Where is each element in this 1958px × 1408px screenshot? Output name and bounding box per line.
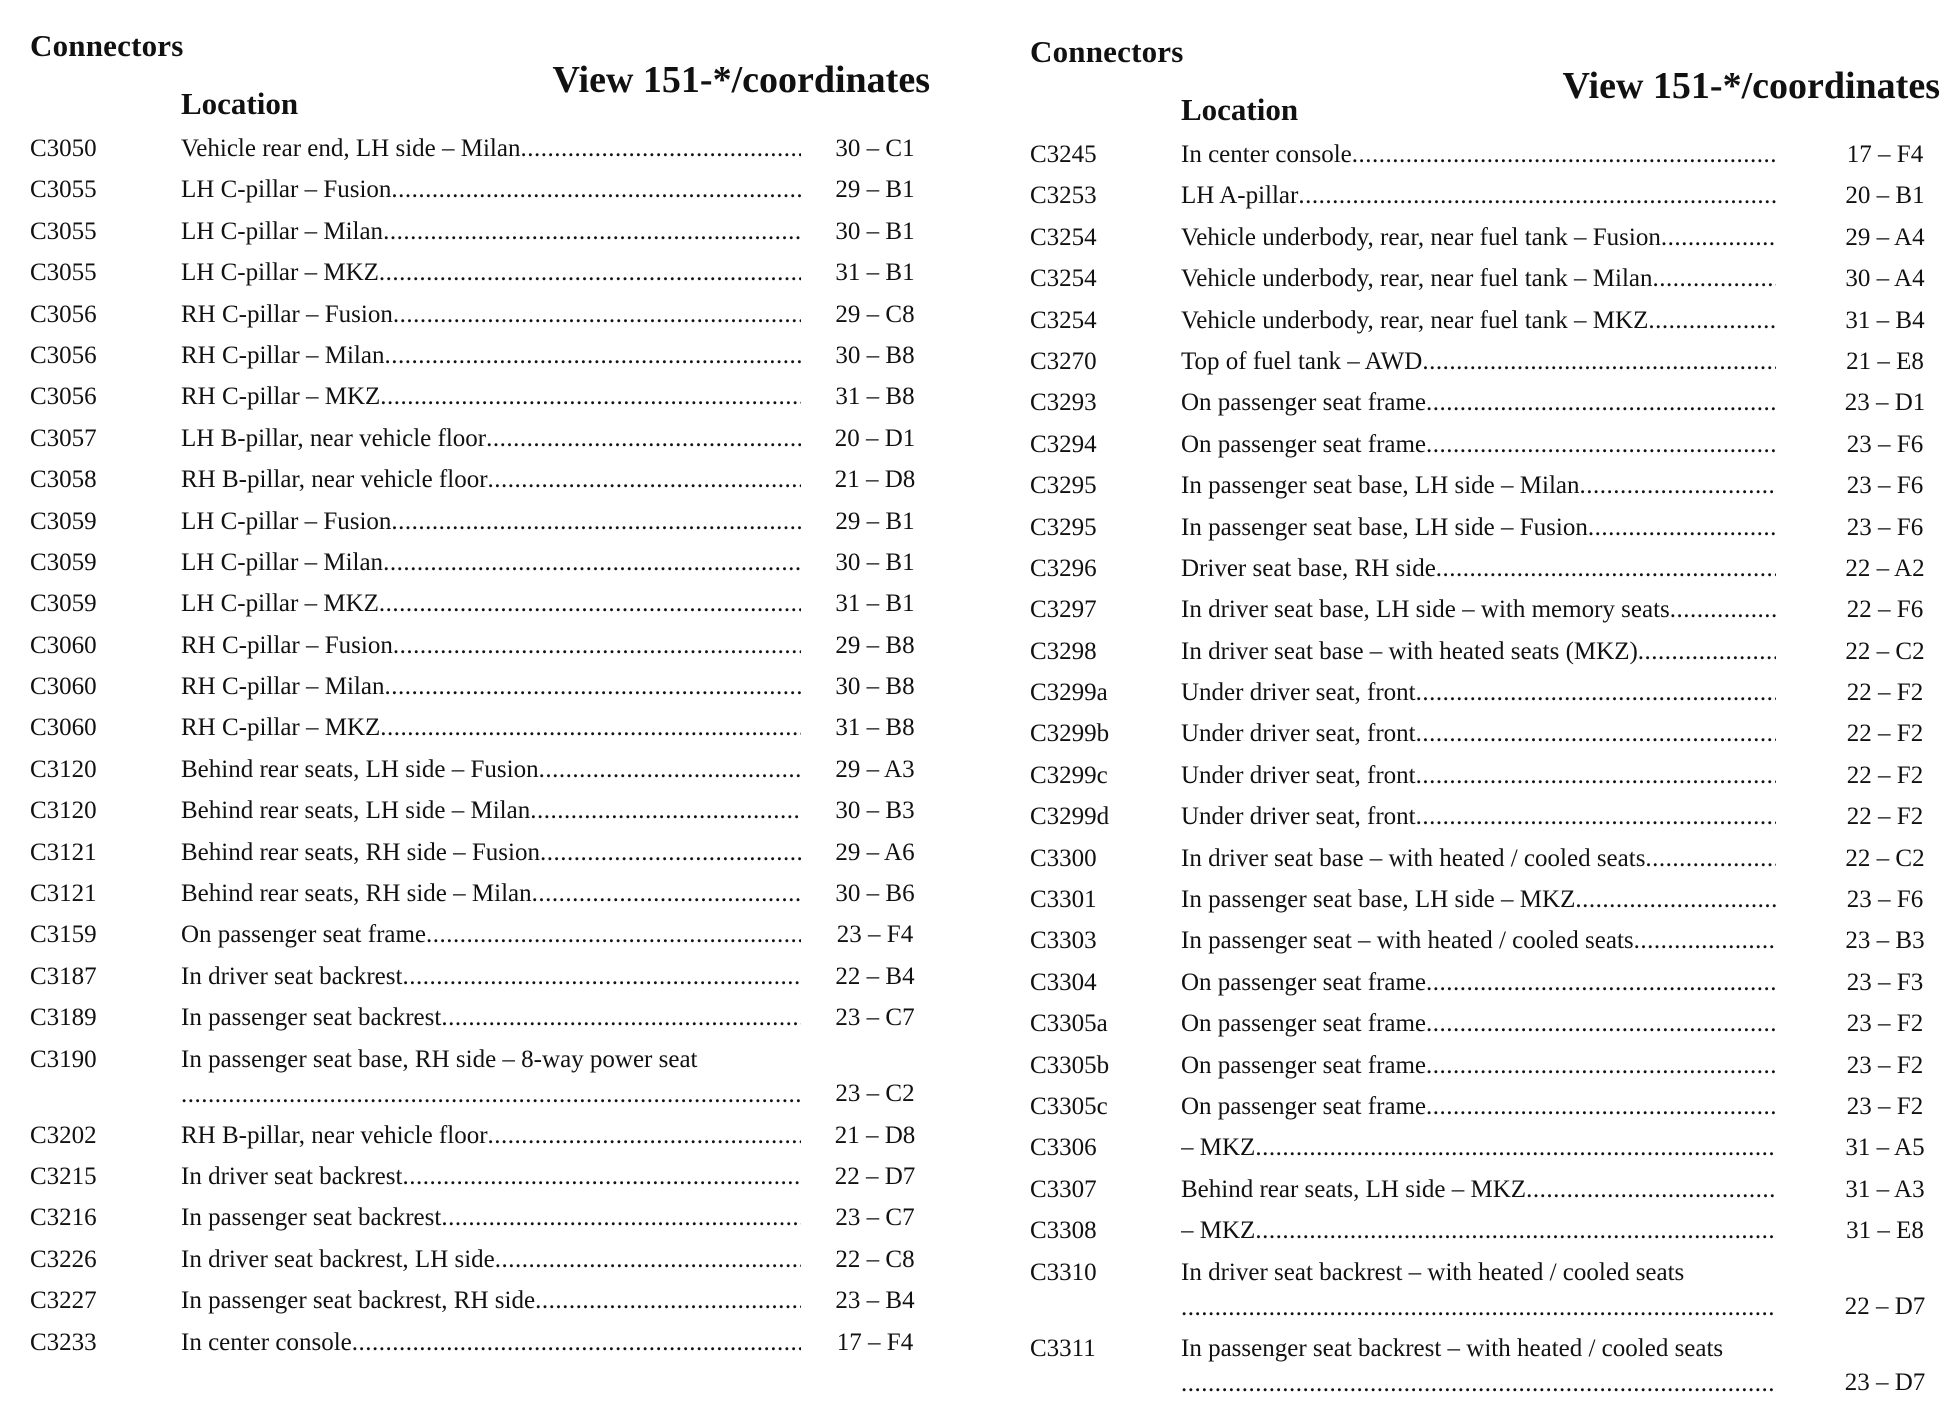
connector-row: [1030, 1169, 1940, 1210]
view-coordinate: 23 – F4: [836, 921, 914, 949]
connector-row: [1030, 672, 1940, 713]
view-coordinate: 23 – F6: [1846, 513, 1924, 541]
view-coordinate: 23 – F2: [1846, 1051, 1924, 1079]
view-coordinate: 31 – B8: [835, 714, 915, 742]
connector-row: [30, 1039, 930, 1115]
connector-code: C3307: [1030, 1175, 1097, 1203]
connector-location: LH C-pillar – Milan .....: [181, 542, 801, 583]
connector-code: C3301: [1030, 886, 1097, 914]
connector-code: C3227: [30, 1287, 97, 1315]
view-coordinate: 22 – D7: [834, 1162, 916, 1190]
connector-location: In passenger seat backrest – with heated / cooled seats: [1181, 1334, 1724, 1362]
connector-location: In passenger seat base, LH side – MKZ .....: [1181, 879, 1776, 920]
view-coordinate: 23 – C7: [835, 1204, 915, 1232]
view-coordinate: 22 – F2: [1846, 720, 1924, 748]
connector-row: [30, 376, 930, 417]
connector-row: [30, 790, 930, 831]
connector-row: [1030, 1252, 1940, 1328]
connector-location: In passenger seat base, RH side – 8-way power seat: [181, 1045, 698, 1073]
connector-code: C3253: [1030, 182, 1097, 210]
connector-row: [1030, 1210, 1940, 1251]
connector-location: Behind rear seats, LH side – Fusion .....: [181, 749, 801, 790]
connector-location: On passenger seat frame .....: [1181, 382, 1776, 423]
connector-row: [1030, 1328, 1940, 1404]
connector-code: C3304: [1030, 968, 1097, 996]
connector-code: C3216: [30, 1204, 97, 1232]
connector-location: On passenger seat frame .....: [1181, 1003, 1776, 1044]
connector-code: C3295: [1030, 513, 1097, 541]
connector-row: [30, 128, 930, 169]
connector-code: C3305c: [1030, 1092, 1108, 1120]
connector-code: C3121: [30, 880, 97, 908]
connector-row: [1030, 175, 1940, 216]
connector-code: C3297: [1030, 596, 1097, 624]
connector-code: C3254: [1030, 265, 1097, 293]
connector-row: [1030, 382, 1940, 423]
view-coordinate: 30 – B6: [835, 880, 915, 908]
connector-location: On passenger seat frame .....: [1181, 424, 1776, 465]
view-coordinate: 31 – B8: [835, 383, 915, 411]
connector-list: [1030, 134, 1940, 1404]
connector-code: C3299b: [1030, 720, 1110, 748]
connector-code: C3202: [30, 1121, 97, 1149]
connector-location: Under driver seat, front .....: [1181, 755, 1776, 796]
connector-location: LH C-pillar – Fusion .....: [181, 169, 801, 210]
connector-location: RH C-pillar – Milan .....: [181, 666, 801, 707]
connector-row: [30, 169, 930, 210]
connector-code: C3120: [30, 755, 97, 783]
connector-row: [1030, 920, 1940, 961]
connector-row: [1030, 755, 1940, 796]
view-coordinate: 30 – B1: [835, 548, 915, 576]
view-coordinate: 22 – F6: [1846, 596, 1924, 624]
leader-dots: [181, 1077, 801, 1113]
connector-row: [30, 956, 930, 997]
connector-row: [30, 997, 930, 1038]
connector-location: Under driver seat, front .....: [1181, 672, 1776, 713]
connector-code: C3295: [1030, 472, 1097, 500]
connector-location: In passenger seat backrest, RH side .....: [181, 1280, 801, 1321]
connector-row: [30, 1115, 930, 1156]
connector-row: [1030, 217, 1940, 258]
connector-row: [1030, 631, 1940, 672]
connector-location: In driver seat backrest .....: [181, 956, 801, 997]
connector-location: RH C-pillar – Fusion .....: [181, 625, 801, 666]
view-coordinate: 29 – B8: [835, 631, 915, 659]
view-coordinate: 30 – B3: [835, 797, 915, 825]
connector-location: Under driver seat, front .....: [1181, 796, 1776, 837]
connector-code: C3056: [30, 341, 97, 369]
view-coordinate: 30 – B8: [835, 341, 915, 369]
connector-location: LH C-pillar – Fusion .....: [181, 501, 801, 542]
view-coordinate: 22 – F2: [1846, 803, 1924, 831]
view-coordinate: 17 – F4: [836, 1328, 914, 1356]
view-coordinate: 29 – B1: [835, 507, 915, 535]
connector-code: C3310: [1030, 1258, 1097, 1286]
connector-code: C3306: [1030, 1134, 1097, 1162]
connector-location: Vehicle rear end, LH side – Milan .....: [181, 128, 801, 169]
section-title: Connectors: [30, 28, 184, 63]
connector-code: C3254: [1030, 306, 1097, 334]
connector-location: Driver seat base, RH side .....: [1181, 548, 1776, 589]
connector-code: C3233: [30, 1328, 97, 1356]
connector-row: [30, 501, 930, 542]
connector-code: C3305a: [1030, 1010, 1108, 1038]
connector-code: C3303: [1030, 927, 1097, 955]
connector-location: RH C-pillar – MKZ .....: [181, 376, 801, 417]
view-coordinate: 31 – B1: [835, 259, 915, 287]
view-coordinate: 22 – B4: [835, 962, 915, 990]
connector-location: In driver seat backrest .....: [181, 1156, 801, 1197]
view-coordinate: 22 – F2: [1846, 679, 1924, 707]
view-coordinate: 22 – C2: [1845, 637, 1925, 665]
view-coordinate: 29 – A3: [835, 755, 915, 783]
connector-code: C3270: [1030, 347, 1097, 375]
connector-code: C3308: [1030, 1217, 1097, 1245]
connector-code: C3300: [1030, 844, 1097, 872]
connector-location: RH C-pillar – Milan .....: [181, 335, 801, 376]
connector-row: [1030, 548, 1940, 589]
connector-code: C3050: [30, 135, 97, 162]
connector-location: Behind rear seats, LH side – MKZ .....: [1181, 1169, 1776, 1210]
view-coordinate: 23 – D7: [1844, 1368, 1926, 1396]
view-coordinate: 31 – A3: [1845, 1175, 1925, 1203]
view-coordinate: 22 – D7: [1844, 1292, 1926, 1320]
connector-location: RH C-pillar – Fusion .....: [181, 294, 801, 335]
leader-dots: [1181, 1290, 1776, 1326]
connector-code: C3120: [30, 797, 97, 825]
view-coordinate: 23 – F6: [1846, 886, 1924, 914]
connector-code: C3121: [30, 838, 97, 866]
connector-code: C3305b: [1030, 1051, 1110, 1079]
view-coordinate: 23 – F2: [1846, 1010, 1924, 1038]
connector-location: In passenger seat base, LH side – Fusion .....: [1181, 507, 1776, 548]
connector-location: LH B-pillar, near vehicle floor .....: [181, 418, 801, 459]
view-coordinate: 23 – B4: [835, 1287, 915, 1315]
connector-location: LH C-pillar – MKZ .....: [181, 252, 801, 293]
connector-row: [1030, 1003, 1940, 1044]
connector-code: C3057: [30, 424, 97, 452]
view-coordinate: 23 – F3: [1846, 968, 1924, 996]
connector-location: Vehicle underbody, rear, near fuel tank – MKZ .....: [1181, 300, 1776, 341]
view-coordinates-heading: View 151-*/coordinates: [1562, 65, 1940, 107]
view-coordinate: 21 – D8: [834, 1121, 916, 1149]
view-coordinates-heading: View 151-*/coordinates: [552, 59, 930, 101]
view-coordinate: 30 – B1: [835, 217, 915, 245]
connector-code: C3060: [30, 631, 97, 659]
connector-code: C3299c: [1030, 761, 1108, 789]
connector-row: [30, 666, 930, 707]
connector-code: C3226: [30, 1245, 97, 1273]
connector-row: [1030, 465, 1940, 506]
view-coordinate: 31 – E8: [1846, 1217, 1924, 1245]
connector-row: [1030, 879, 1940, 920]
connector-row: [30, 1322, 930, 1363]
connector-row: [30, 1239, 930, 1280]
connector-location: RH C-pillar – MKZ .....: [181, 707, 801, 748]
view-coordinate: 29 – C8: [835, 300, 915, 328]
connector-row: [1030, 1127, 1940, 1168]
view-coordinate: 31 – B4: [1845, 306, 1925, 334]
connector-location: – MKZ .....: [1181, 1127, 1776, 1168]
view-coordinate: 21 – D8: [834, 466, 916, 494]
connector-location: Behind rear seats, LH side – Milan .....: [181, 790, 801, 831]
connector-row: [1030, 424, 1940, 465]
connector-code: C3055: [30, 176, 97, 204]
connector-row: [30, 459, 930, 500]
connector-location: RH B-pillar, near vehicle floor .....: [181, 459, 801, 500]
connector-row: [30, 335, 930, 376]
connector-code: C3059: [30, 590, 97, 618]
connector-location: In passenger seat base, LH side – Milan .....: [1181, 465, 1776, 506]
view-coordinate: 31 – B1: [835, 590, 915, 618]
connector-row: [1030, 300, 1940, 341]
view-coordinate: 22 – A2: [1845, 554, 1925, 582]
view-coordinate: 22 – C8: [835, 1245, 915, 1273]
view-coordinate: 23 – D1: [1844, 389, 1926, 417]
connector-location: On passenger seat frame .....: [1181, 962, 1776, 1003]
location-heading: Location: [1181, 92, 1299, 127]
connector-row: [30, 211, 930, 252]
connector-code: C3187: [30, 962, 97, 990]
connector-row: [1030, 134, 1940, 175]
view-coordinate: 17 – F4: [1846, 141, 1924, 168]
connector-code: C3159: [30, 921, 97, 949]
connector-row: [30, 1280, 930, 1321]
view-coordinate: 23 – F6: [1846, 430, 1924, 458]
connector-code: C3060: [30, 673, 97, 701]
connector-code: C3293: [1030, 389, 1097, 417]
view-coordinate: 30 – C1: [835, 135, 915, 162]
connector-code: C3294: [1030, 430, 1097, 458]
connector-row: [1030, 589, 1940, 630]
connector-list: [30, 128, 930, 1363]
connector-location: On passenger seat frame .....: [1181, 1086, 1776, 1127]
connector-location: LH C-pillar – MKZ .....: [181, 583, 801, 624]
location-heading: Location: [181, 86, 299, 121]
connector-row: [30, 707, 930, 748]
connector-row: [1030, 1045, 1940, 1086]
view-coordinate: 30 – A4: [1845, 265, 1925, 293]
connector-code: C3299a: [1030, 679, 1108, 707]
connector-row: [1030, 1086, 1940, 1127]
connector-location: In center console .....: [181, 1322, 801, 1363]
connector-location: Vehicle underbody, rear, near fuel tank – Fusion .....: [1181, 217, 1776, 258]
connector-location: RH B-pillar, near vehicle floor .....: [181, 1115, 801, 1156]
connector-location: In passenger seat backrest .....: [181, 997, 801, 1038]
connector-location: LH C-pillar – Milan .....: [181, 211, 801, 252]
connector-row: [30, 418, 930, 459]
connector-location: Top of fuel tank – AWD .....: [1181, 341, 1776, 382]
connector-row: [30, 583, 930, 624]
connector-row: [1030, 507, 1940, 548]
connector-location: In driver seat base – with heated seats (MKZ) .....: [1181, 631, 1776, 672]
connector-location: In passenger seat backrest .....: [181, 1197, 801, 1238]
connector-row: [30, 542, 930, 583]
connector-location: In center console .....: [1181, 134, 1776, 175]
connector-row: [30, 625, 930, 666]
connector-row: [1030, 962, 1940, 1003]
connector-row: [30, 1156, 930, 1197]
connector-code: C3055: [30, 259, 97, 287]
view-coordinate: 23 – F6: [1846, 472, 1924, 500]
connector-code: C3059: [30, 507, 97, 535]
view-coordinate: 31 – A5: [1845, 1134, 1925, 1162]
leader-dots: [1181, 1366, 1776, 1402]
connector-row: [1030, 713, 1940, 754]
view-coordinate: 23 – C2: [835, 1079, 915, 1107]
connector-location: Vehicle underbody, rear, near fuel tank – Milan .....: [1181, 258, 1776, 299]
connector-code: C3245: [1030, 141, 1097, 168]
connector-location: Under driver seat, front .....: [1181, 713, 1776, 754]
connector-code: C3189: [30, 1004, 97, 1032]
connector-code: C3190: [30, 1045, 97, 1073]
connector-code: C3299d: [1030, 803, 1110, 831]
connector-row: [1030, 341, 1940, 382]
view-coordinate: 23 – F2: [1846, 1092, 1924, 1120]
connector-code: C3059: [30, 548, 97, 576]
connector-location: In passenger seat – with heated / cooled seats .....: [1181, 920, 1776, 961]
connector-location: In driver seat base – with heated / cooled seats .....: [1181, 838, 1776, 879]
section-title: Connectors: [1030, 34, 1184, 69]
connector-code: C3296: [1030, 554, 1097, 582]
connector-code: C3056: [30, 383, 97, 411]
connector-row: [1030, 838, 1940, 879]
connector-location: In driver seat backrest – with heated / cooled seats: [1181, 1258, 1685, 1286]
connector-row: [1030, 258, 1940, 299]
connector-row: [30, 252, 930, 293]
connector-row: [30, 1197, 930, 1238]
connector-row: [30, 914, 930, 955]
connector-row: [30, 294, 930, 335]
connector-code: C3254: [1030, 223, 1097, 251]
connector-row: [30, 749, 930, 790]
view-coordinate: 29 – B1: [835, 176, 915, 204]
connector-location: LH A-pillar .....: [1181, 175, 1776, 216]
view-coordinate: 22 – C2: [1845, 844, 1925, 872]
connector-code: C3298: [1030, 637, 1097, 665]
connector-location: In driver seat backrest, LH side .....: [181, 1239, 801, 1280]
view-coordinate: 22 – F2: [1846, 761, 1924, 789]
connector-location: On passenger seat frame .....: [181, 914, 801, 955]
connector-row: [30, 873, 930, 914]
view-coordinate: 20 – D1: [834, 424, 916, 452]
connector-row: [1030, 796, 1940, 837]
view-coordinate: 30 – B8: [835, 673, 915, 701]
connector-code: C3055: [30, 217, 97, 245]
connector-location: On passenger seat frame .....: [1181, 1045, 1776, 1086]
connector-code: C3056: [30, 300, 97, 328]
view-coordinate: 21 – E8: [1846, 347, 1924, 375]
view-coordinate: 20 – B1: [1845, 182, 1925, 210]
connector-location: In driver seat base, LH side – with memory seats .....: [1181, 589, 1776, 630]
view-coordinate: 29 – A4: [1845, 223, 1925, 251]
connector-location: Behind rear seats, RH side – Milan .....: [181, 873, 801, 914]
connector-code: C3215: [30, 1162, 97, 1190]
connector-location: – MKZ .....: [1181, 1210, 1776, 1251]
view-coordinate: 23 – C7: [835, 1004, 915, 1032]
connector-code: C3311: [1030, 1334, 1096, 1362]
view-coordinate: 29 – A6: [835, 838, 915, 866]
connector-location: Behind rear seats, RH side – Fusion .....: [181, 832, 801, 873]
connector-row: [30, 832, 930, 873]
connector-code: C3060: [30, 714, 97, 742]
view-coordinate: 23 – B3: [1845, 927, 1925, 955]
connector-code: C3058: [30, 466, 97, 494]
